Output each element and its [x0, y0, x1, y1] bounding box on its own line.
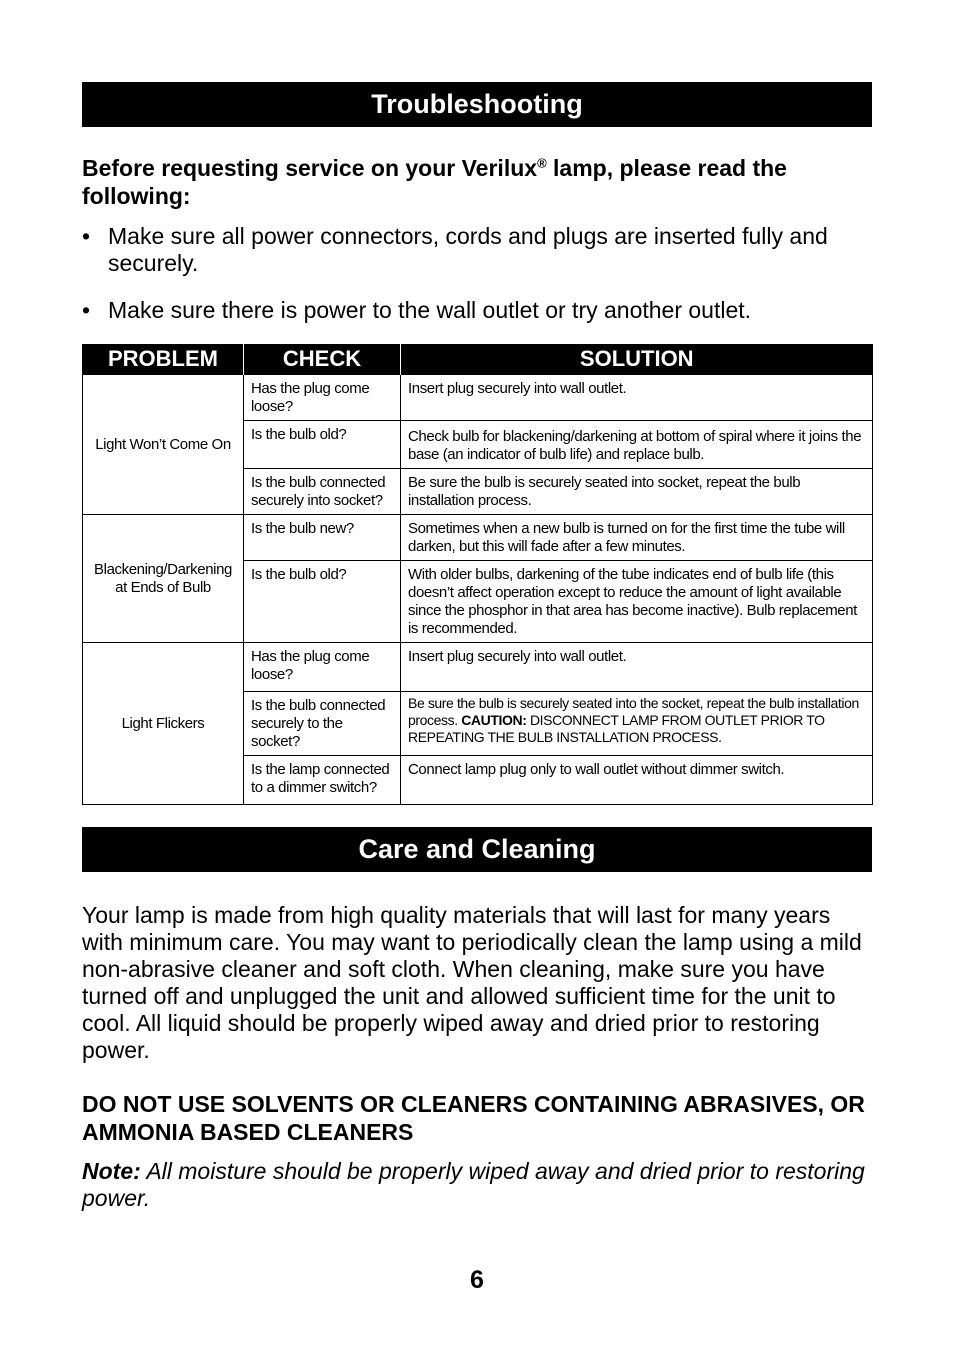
bullet-text: Make sure all power connectors, cords and plugs are inserted fully and securely.: [108, 223, 828, 276]
check-cell: Has the plug come loose?: [244, 643, 401, 692]
troubleshooting-table: [82, 344, 873, 805]
solution-cell: Insert plug securely into wall outlet.: [401, 375, 873, 421]
care-note: [82, 1158, 872, 1212]
solution-cell: With older bulbs, darkening of the tube indicates end of bulb life (this doesn’t affect operation except to reduce the amount of light available since the phosphor in that area has become inactive). Bulb replacement is recommended.: [401, 561, 873, 643]
bullet-item: [82, 223, 872, 277]
care-warning: DO NOT USE SOLVENTS OR CLEANERS CONTAINING ABRASIVES, OR AMMONIA BASED CLEANERS: [82, 1091, 865, 1145]
solution-cell: Be sure the bulb is securely seated into socket, repeat the bulb installation process.: [401, 469, 873, 515]
problem-cell: Blackening/Darkening at Ends of Bulb: [83, 515, 244, 643]
intro-text-pre: Before requesting service on your Verilux: [82, 155, 538, 181]
solution-cell: Sometimes when a new bulb is turned on for the first time the tube will darken, but this will fade after a few minutes.: [401, 515, 873, 561]
solution-cell: Check bulb for blackening/darkening at bottom of spiral where it joins the base (an indicator of bulb life) and replace bulb.: [401, 421, 873, 469]
caution-text: DISCONNECT LAMP FROM OUTLET PRIOR TO REPEATING THE BULB INSTALLATION PROCESS.: [408, 712, 825, 745]
check-cell: Is the lamp connected to a dimmer switch?: [244, 756, 401, 805]
registered-mark: ®: [537, 155, 547, 171]
problem-cell: Light Flickers: [83, 643, 244, 805]
problem-cell: Light Won’t Come On: [83, 375, 244, 515]
check-cell: Is the bulb connected securely to the socket?: [244, 692, 401, 756]
check-cell: Has the plug come loose?: [244, 375, 401, 421]
check-cell: Is the bulb old?: [244, 561, 401, 643]
solution-text: Be sure the bulb is securely seated into the socket, repeat the bulb installation process.: [408, 695, 859, 728]
column-header-problem: PROBLEM: [83, 344, 244, 375]
check-cell: Is the bulb connected securely into socket?: [244, 469, 401, 515]
page-number: 6: [470, 1266, 484, 1294]
care-heading: Care and Cleaning: [82, 827, 872, 872]
intro-text-post: lamp, please read the following:: [82, 155, 787, 209]
table-row: [83, 375, 873, 421]
troubleshooting-heading: Troubleshooting: [82, 82, 872, 127]
bullet-icon: •: [82, 223, 91, 249]
solution-cell: [401, 692, 873, 756]
care-paragraph: Your lamp is made from high quality materials that will last for many years with minimum care. You may want to periodically clean the lamp using a mild non-abrasive cleaner and soft cloth. When cleaning, make sure you have turned off and unplugged the unit and allowed sufficient time for the unit to cool. All liquid should be properly wiped away and dried prior to restoring power.: [82, 902, 862, 1063]
table-row: [83, 515, 873, 561]
check-cell: Is the bulb new?: [244, 515, 401, 561]
check-cell: Is the bulb old?: [244, 421, 401, 469]
table-header-row: [83, 344, 873, 375]
note-label: Note:: [82, 1158, 141, 1184]
bullet-text: Make sure there is power to the wall outlet or try another outlet.: [108, 297, 752, 323]
solution-cell: Connect lamp plug only to wall outlet without dimmer switch.: [401, 756, 873, 805]
bullet-item: [82, 297, 872, 324]
solution-cell: Insert plug securely into wall outlet.: [401, 643, 873, 692]
table-row: [83, 643, 873, 692]
column-header-solution: SOLUTION: [401, 344, 873, 375]
column-header-check: CHECK: [244, 344, 401, 375]
bullet-icon: •: [82, 297, 91, 323]
caution-label: CAUTION:: [461, 712, 527, 728]
note-text: All moisture should be properly wiped away and dried prior to restoring power.: [82, 1158, 865, 1211]
troubleshooting-intro: [82, 154, 842, 210]
